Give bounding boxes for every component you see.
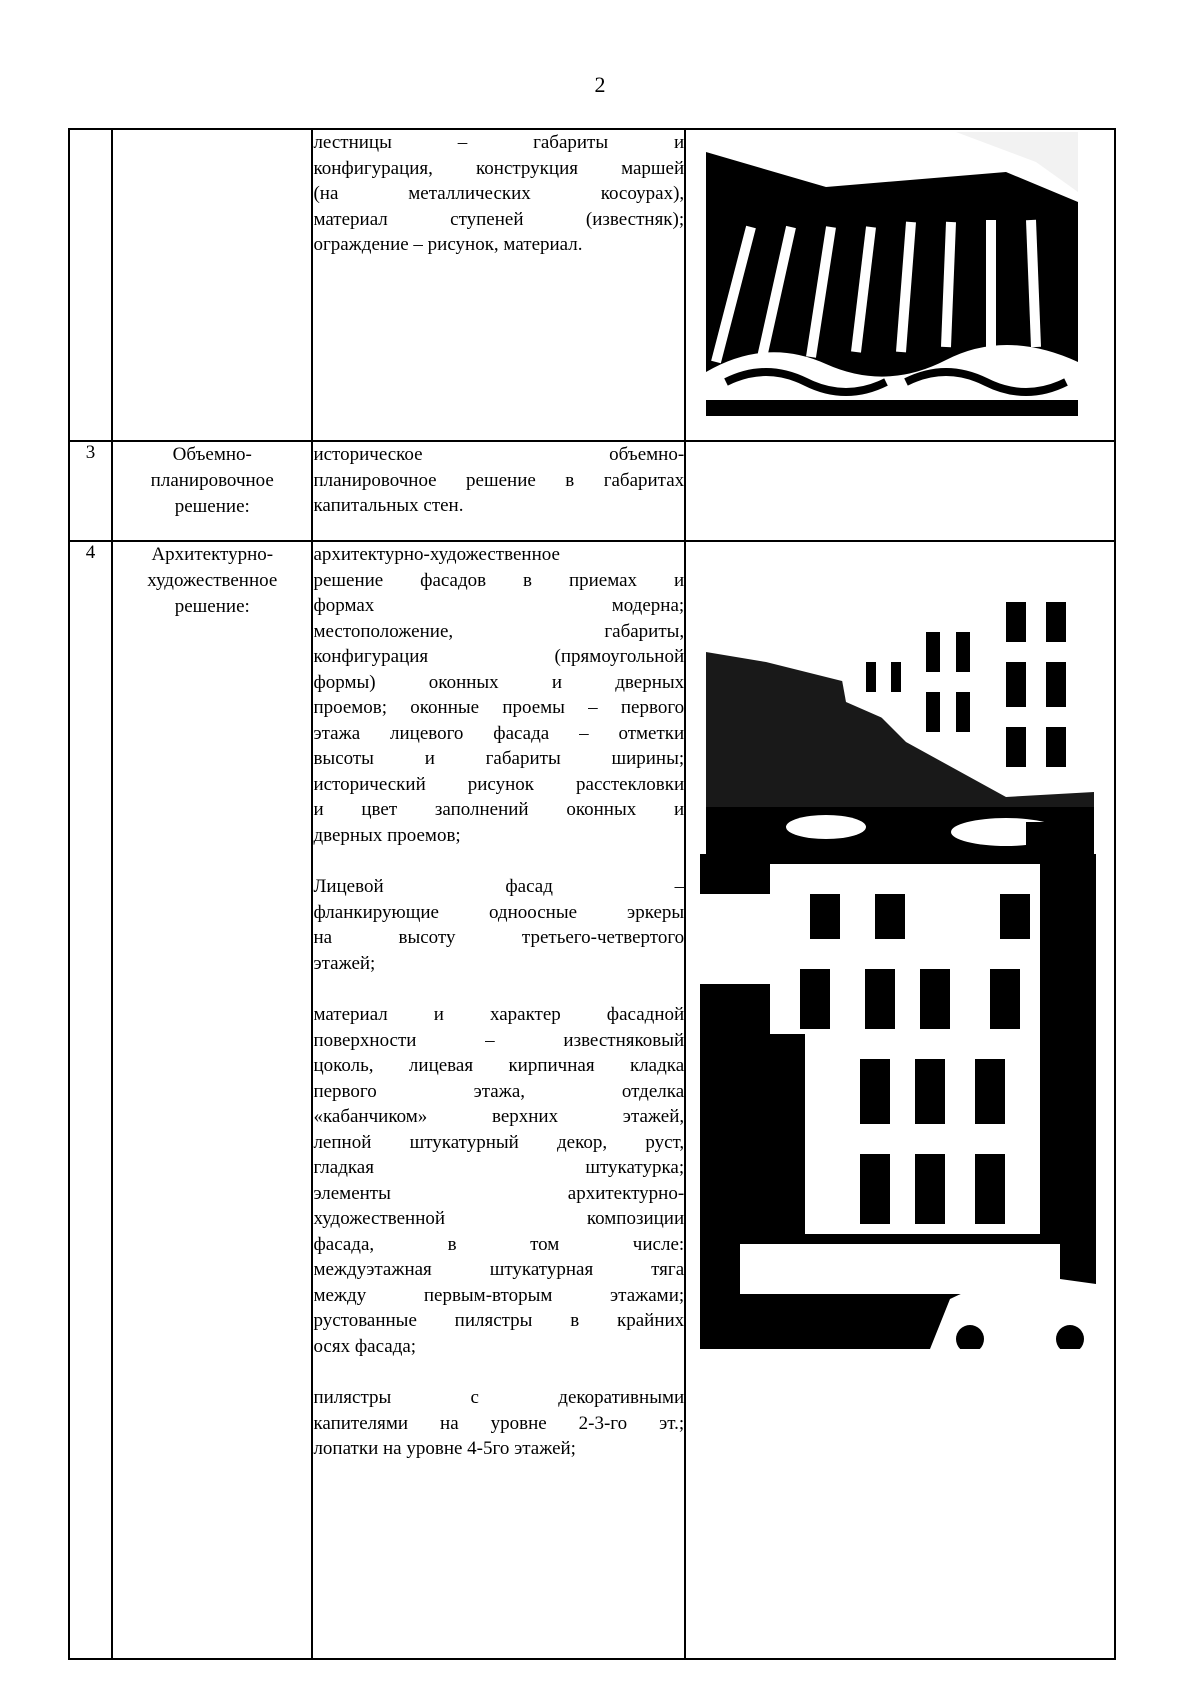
description-line: этажей; — [313, 952, 376, 974]
row-name-line: решение: — [174, 596, 250, 617]
planning-description — [312, 441, 685, 541]
description-line: местоположение, габариты, — [313, 620, 685, 642]
row-name-line: решение: — [174, 496, 250, 517]
architecture-description — [312, 541, 685, 1659]
description-line: первого этажа, отделка — [313, 1080, 685, 1102]
description-line: планировочное решение в габаритах — [313, 469, 685, 491]
paragraph-gap — [313, 848, 684, 874]
description-line: художественной композиции — [313, 1208, 685, 1229]
description-line: между первым-вторым этажами; — [313, 1284, 685, 1306]
row-name-line: планировочное — [150, 470, 274, 491]
architecture-photo-cell — [685, 541, 1115, 1659]
description-line: капитальных стен. — [313, 495, 464, 516]
row-name-line: Объемно- — [172, 444, 252, 465]
row-name-line: художественное — [147, 570, 278, 591]
description-line: пилястры с декоративными — [313, 1387, 685, 1408]
page-number: 2 — [594, 72, 606, 97]
description-line: междуэтажная штукатурная тяга — [313, 1259, 685, 1280]
row-name-cell — [112, 541, 312, 1659]
description-line: высоты и габариты ширины; — [313, 748, 685, 769]
description-line: Лицевой фасад – — [313, 876, 685, 897]
staircase-railing-photo — [706, 132, 1078, 416]
monument-features-table — [68, 128, 1116, 1660]
row-name-cell — [112, 129, 312, 441]
main-facade-photo — [700, 854, 1096, 1349]
row-name-cell — [112, 441, 312, 541]
table-row-3 — [69, 441, 1115, 541]
description-line: (на металлических косоурах), — [313, 183, 685, 204]
row-name-line: Архитектурно- — [151, 544, 274, 565]
street-facade-photo — [706, 592, 1094, 854]
description-line: фланкирующие одноосные эркеры — [313, 901, 685, 923]
paragraph-gap — [313, 1359, 684, 1385]
description-line: поверхности – известняковый — [313, 1029, 685, 1051]
description-line: «кабанчиком» верхних этажей, — [313, 1106, 685, 1127]
description-line: дверных проемов; — [313, 824, 461, 846]
description-line: элементы архитектурно- — [313, 1182, 685, 1204]
table-row-staircase — [69, 129, 1115, 441]
description-line: проемов; оконные проемы – первого — [313, 697, 685, 718]
description-line: исторический рисунок расстекловки — [313, 773, 685, 795]
staircase-description — [312, 129, 685, 441]
planning-photo-cell — [685, 441, 1115, 541]
description-line: и цвет заполнений оконных и — [313, 799, 685, 820]
description-line: решение фасадов в приемах и — [313, 569, 685, 591]
description-line: формах модерна; — [313, 595, 685, 616]
description-line: лопатки на уровне 4-5го этажей; — [313, 1438, 576, 1459]
description-line: фасада, в том числе: — [313, 1233, 685, 1255]
description-line: архитектурно-художественное — [313, 544, 560, 565]
paragraph-gap — [313, 976, 684, 1002]
description-line: лепной штукатурный декор, руст, — [313, 1131, 685, 1153]
table-row-4 — [69, 541, 1115, 1659]
row-number-cell — [69, 129, 112, 441]
description-line: капителями на уровне 2-3-го эт.; — [313, 1412, 685, 1434]
description-line: материал и характер фасадной — [313, 1004, 685, 1025]
description-line: формы) оконных и дверных — [313, 671, 685, 693]
description-line: ограждение – рисунок, материал. — [313, 234, 583, 255]
description-line: этажа лицевого фасада – отметки — [313, 722, 685, 744]
description-line: рустованные пилястры в крайних — [313, 1310, 685, 1331]
description-line: конфигурация, конструкция маршей — [313, 157, 685, 179]
description-line: на высоту третьего-четвертого — [313, 927, 685, 948]
description-line: осях фасада; — [313, 1335, 417, 1357]
row-number-cell: 4 — [69, 541, 112, 1659]
description-line: лестницы – габариты и — [313, 132, 685, 153]
description-line: материал ступеней (известняк); — [313, 208, 685, 230]
description-line: гладкая штукатурка; — [313, 1157, 685, 1178]
description-line: цоколь, лицевая кирпичная кладка — [313, 1055, 685, 1076]
description-line: историческое объемно- — [313, 444, 685, 465]
staircase-photo-cell — [685, 129, 1115, 441]
description-line: конфигурация (прямоугольной — [313, 646, 685, 667]
row-number-cell: 3 — [69, 441, 112, 541]
